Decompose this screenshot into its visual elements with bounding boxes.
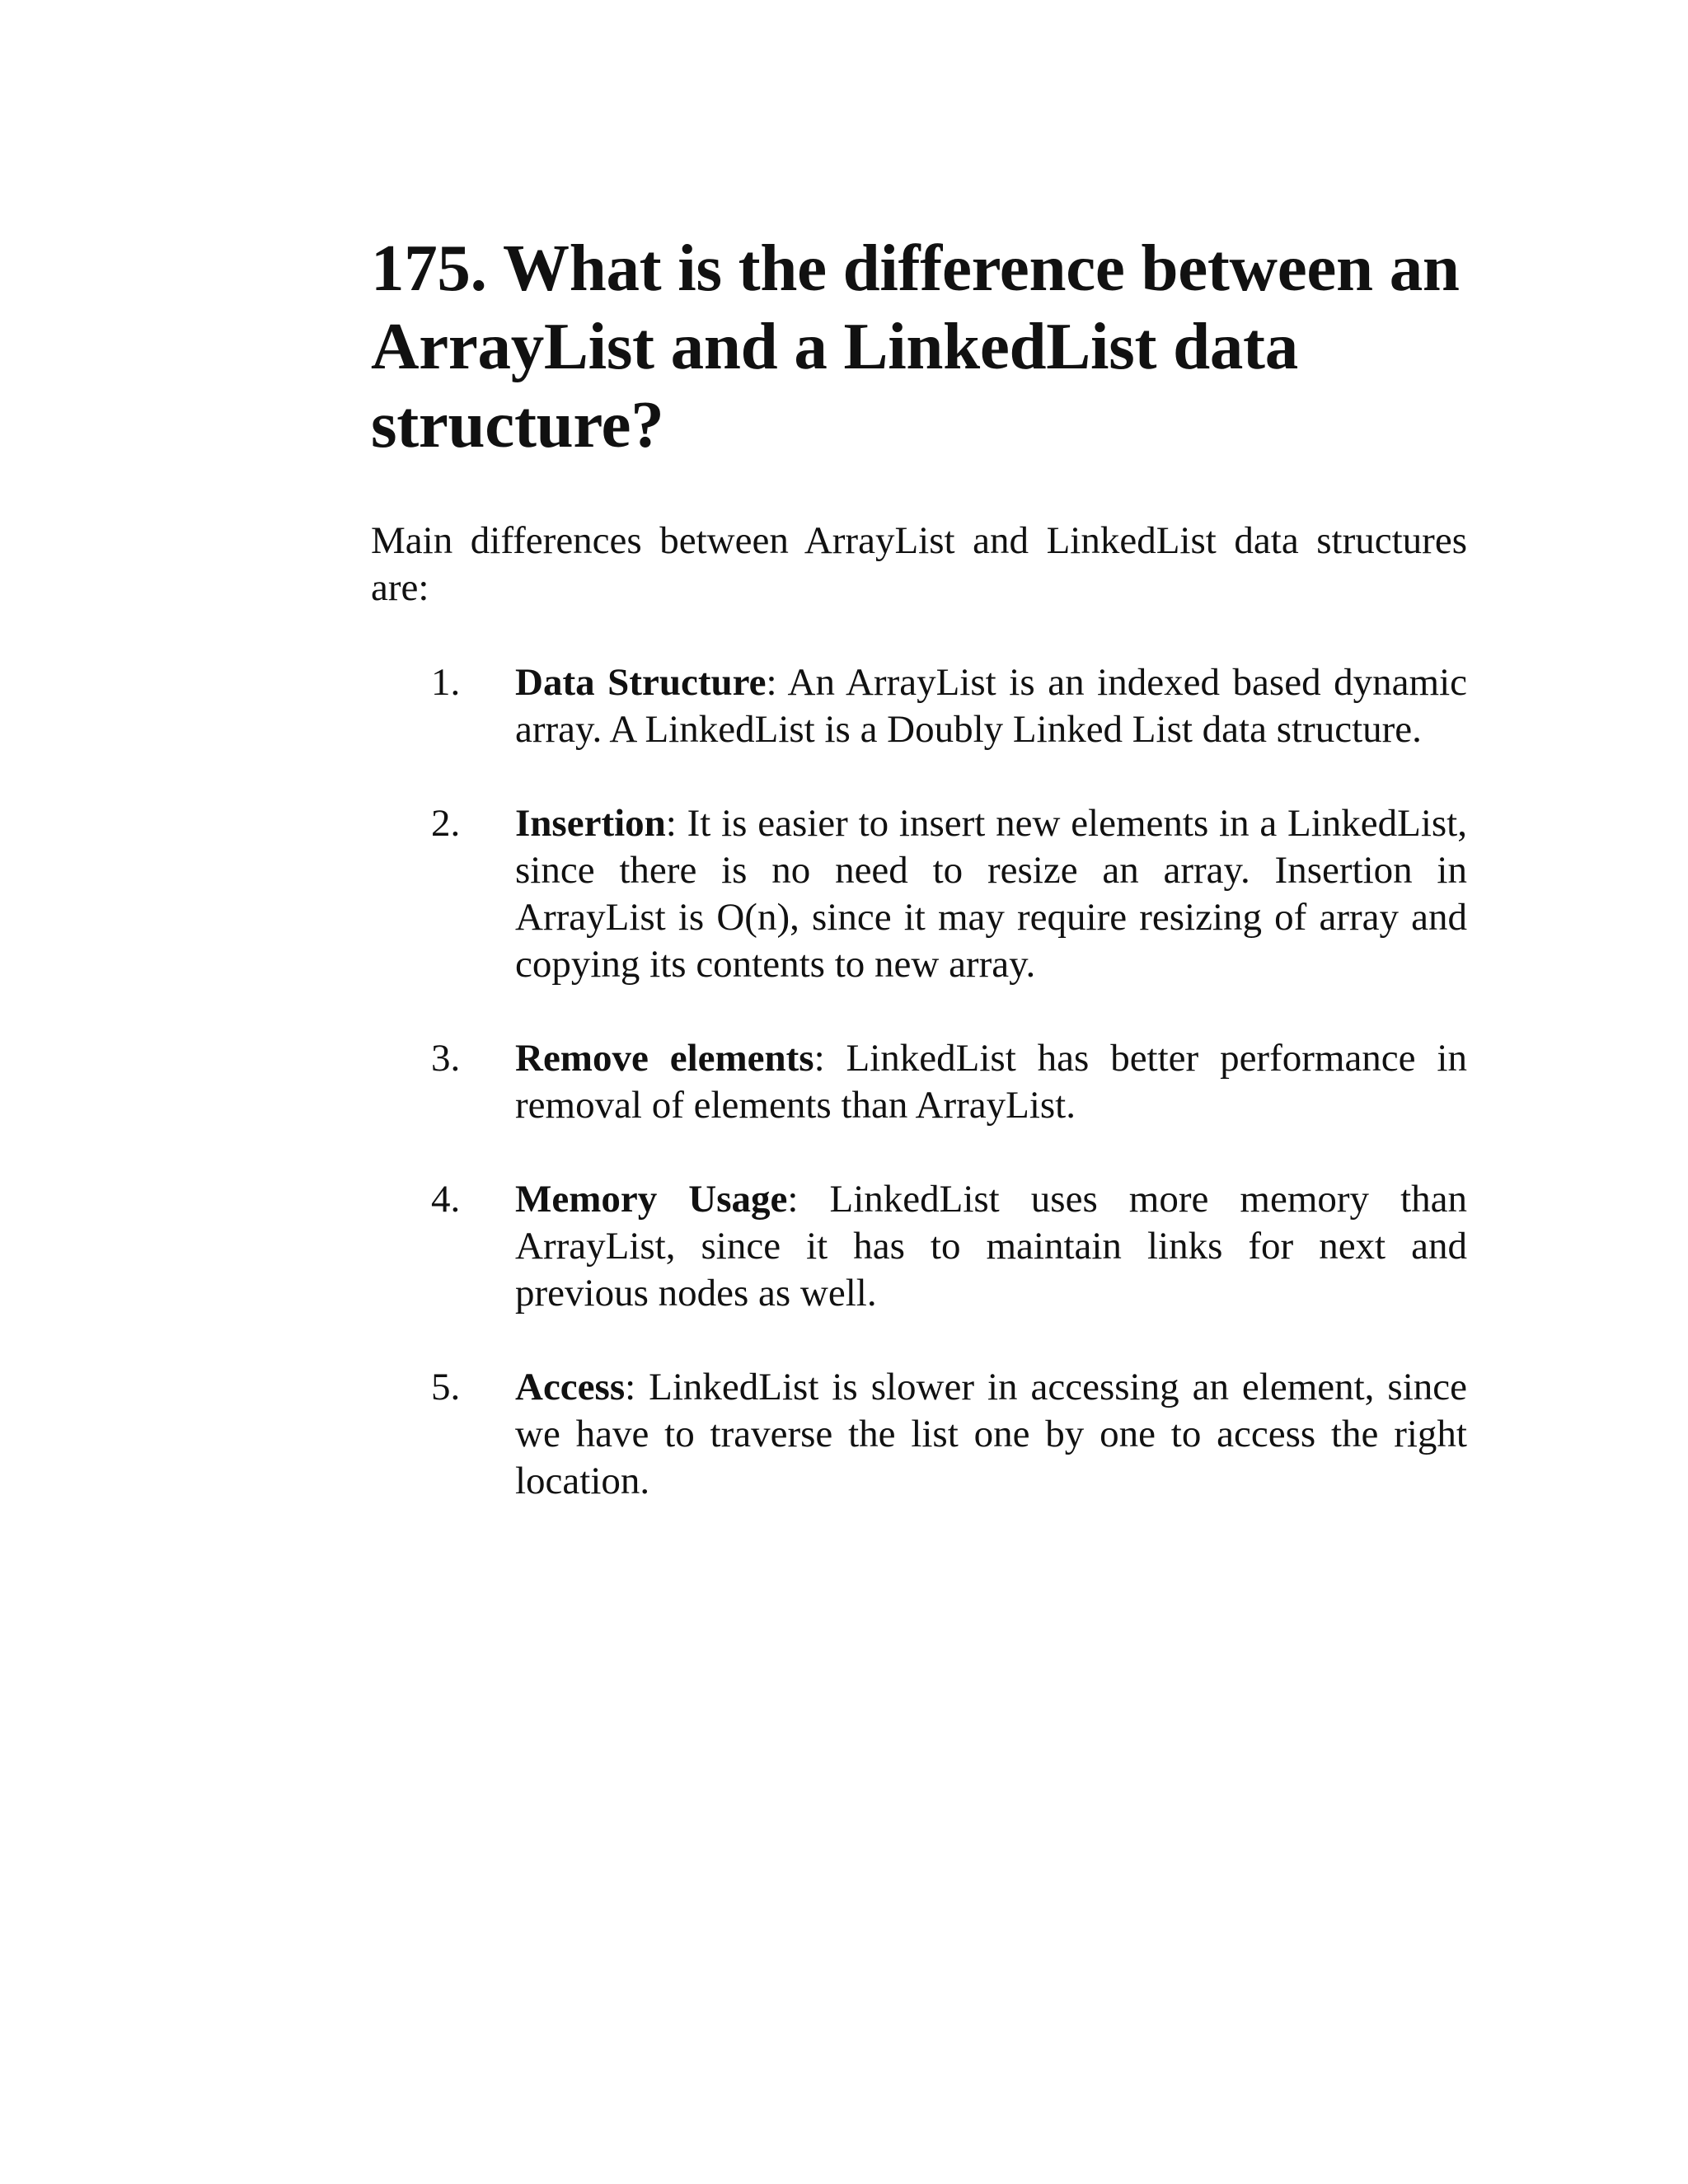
- list-item-insertion: [371, 800, 1467, 988]
- list-item-access: [371, 1364, 1467, 1505]
- item-term: Insertion: [515, 802, 666, 845]
- item-number: 2.: [431, 802, 461, 845]
- differences-list: [371, 659, 1467, 1552]
- item-text: : LinkedList has better performance in removal of elements than ArrayList.: [515, 1037, 1467, 1127]
- item-term: Remove elements: [515, 1037, 814, 1080]
- list-item-data-structure: [371, 659, 1467, 753]
- list-item-memory-usage: [371, 1176, 1467, 1317]
- item-number: 3.: [431, 1037, 461, 1080]
- item-text: : LinkedList uses more memory than ArrayList, since it has to maintain links for next and previous nodes as well.: [515, 1178, 1468, 1315]
- item-text: : It is easier to insert new elements in a LinkedList, since there is no need to resize an array. Insertion in ArrayList is O(n), since it may require resizing of array and copying its contents to new array.: [515, 802, 1467, 986]
- item-text: : LinkedList is slower in accessing an element, since we have to traverse the list one by one to access the right location.: [515, 1366, 1467, 1502]
- question-heading: [371, 229, 1508, 464]
- question-number: 175.: [371, 231, 487, 305]
- item-number: 1.: [431, 661, 461, 704]
- item-term: Data Structure: [515, 661, 767, 704]
- item-text: : An ArrayList is an indexed based dynamic array. A LinkedList is a Doubly Linked List data structure.: [515, 661, 1467, 751]
- list-item-remove-elements: [371, 1035, 1467, 1129]
- item-term: Access: [515, 1366, 626, 1408]
- question-title: What is the difference between an ArrayList and a LinkedList data structure?: [371, 231, 1460, 462]
- item-term: Memory Usage: [515, 1178, 788, 1221]
- item-number: 5.: [431, 1366, 461, 1408]
- item-number: 4.: [431, 1178, 461, 1221]
- intro-paragraph: Main differences between ArrayList and LinkedList data structures are:: [371, 519, 1467, 609]
